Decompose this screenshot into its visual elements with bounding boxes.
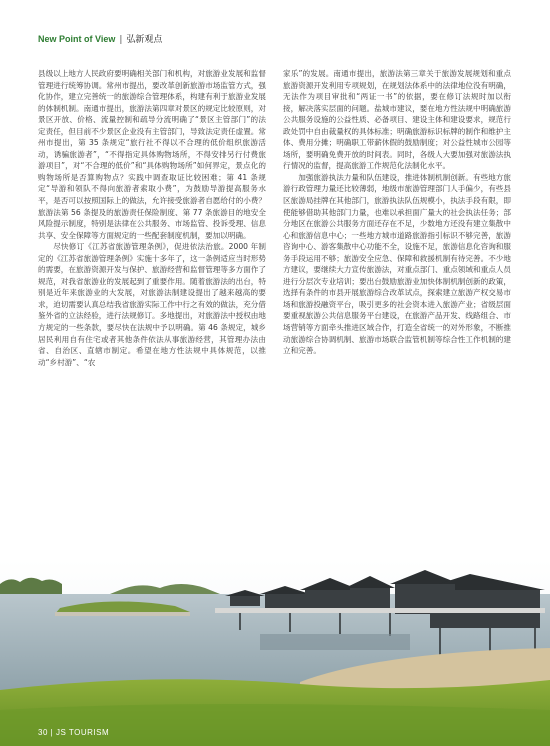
- lakeside-pavilion-photo: [0, 560, 550, 746]
- footer-separator: |: [50, 728, 54, 737]
- paragraph: 加强旅游执法力量和队伍建设，推进体制机制创新。有些地方旅游行政管理力量还比较薄弱，地级市旅游管理部门人手偏少，有些县区旅游局挂牌在其他部门，旅游执法队伍规模小，执法手段有限，即使能够借助其他部门力量，也难以承担面广量大的社会执法任务；部分地区在旅游公共服务方面还存在不足，少数地方还没有建立集散中心和旅游信息中心；一些地方城市道路旅游指引标识不够完善，旅游咨询中心、游客集散中心功能不全，设施不足，旅游信息化咨询和服务手段运用不够；旅游安全应急、保障和救援机制有待完善。不少地方建议，要继续大力宣传旅游法，对重点部门、重点领域和重点人员进行分层次专业培训；要出台鼓励旅游业加快体制机制创新的政策，选择有条件的市县开展旅游综合改革试点，探索建立旅游产权交易市场和旅游投融资平台，吸引更多的社会资本进入旅游产业；省级层面要重视旅游公共信息服务平台建设，在旅游产品开发、线路组合、市场营销等方面牵头推进区域合作，打造全省统一的对外形象，不断推动旅游综合协调机制、旅游市场联合监管机制等综合性工作机制的建立和完善。: [283, 172, 511, 356]
- section-title-cn: 弘新观点: [126, 35, 163, 45]
- magazine-name: JS TOURISM: [55, 728, 110, 737]
- right-column: [283, 68, 511, 357]
- section-header: [38, 33, 162, 46]
- page-footer: [38, 728, 109, 737]
- page-number: 30: [38, 728, 48, 737]
- left-column: [38, 68, 266, 368]
- paragraph: 尽快修订《江苏省旅游管理条例》，促进依法治旅。2000 年制定的《江苏省旅游管理条例》实施十多年了，这一条例适应当时形势的需要，在旅游资源开发与保护、旅游经营和监督管理等多方面作了规范，对我省旅游业的发展起到了重要作用。随着旅游法的出台，特别是近年来旅游业的大发展，对旅游法制建设提出了越来越高的要求，迫切需要认真总结我省旅游实际工作中行之有效的做法，充分借鉴外省的立法经验，进行法规修订。多地提出，对旅游法中授权由地方规定的一些条款，要尽快在法规中予以明确。第 46 条规定，城乡居民利用自有住宅或者其他条件依法从事旅游经营，其管理办法由省、自治区、直辖市制定。希望在地方性法规中具体规范，以推动“乡村游”、“农: [38, 242, 266, 367]
- section-title-en: New Point of View: [38, 34, 116, 44]
- header-separator: |: [119, 35, 123, 45]
- paragraph: 家乐”的发展。南通市提出，旅游法第三章关于旅游发展规划和重点旅游资源开发利用专项规划，在规划法体系中的法律地位没有明确，无法作为项目审批和“两证一书”的依据，要在修订法规时加以衔接，解决落实层面的问题。盐城市建议，要在地方性法规中明确旅游公共服务设施的公益性质、必备项目、建设主体和建设要求，规范行政处罚中自由裁量权的具体标准；明确旅游标识标牌的制作和维护主体、费用分摊；明确职工带薪休假的鼓励制度；对公益性城市公园等场所，要明确免费开放的时间表。同时，各级人大要加强对旅游法执行情况的监督，提高旅游工作规范化法制化水平。: [283, 69, 511, 171]
- paragraph: 县级以上地方人民政府要明确相关部门和机构，对旅游业发展和监督管理进行统筹协调。常州市提出，要改革创新旅游市场监管方式，强化协作，建立完善统一的旅游综合管理体系，构建有利于旅游业发展的体制机制。南通市提出，旅游法第四章对景区的规定比较原则，对景区开放、价格、流量控制和疏导分流明确了“景区主管部门”的法定责任，但目前不少景区企业没有主管部门，导致法定责任虚置。常州市提出，第 35 条规定“旅行社不得以不合理的低价组织旅游活动，诱骗旅游者”，“不得指定具体购物场所，不得安排另行付费旅游项目”，对“不合理的低价”和“具体购物场所”如何界定，景点化的购物场所是否算购物点？实践中调查取证比较困难；第 41 条规定“导游和领队不得向旅游者索取小费”，为鼓励导游提高服务水平，是否可以按照国际上的做法，允许接受旅游者自愿给付的小费？旅游法第 56 条提及的旅游责任保险制度、第 77 条旅游目的地安全风险提示制度，特别是法律在公共服务、市场监管、投诉受理、信息共享、安全保障等方面规定的一些配套制度机制，要加以明确。: [38, 69, 266, 240]
